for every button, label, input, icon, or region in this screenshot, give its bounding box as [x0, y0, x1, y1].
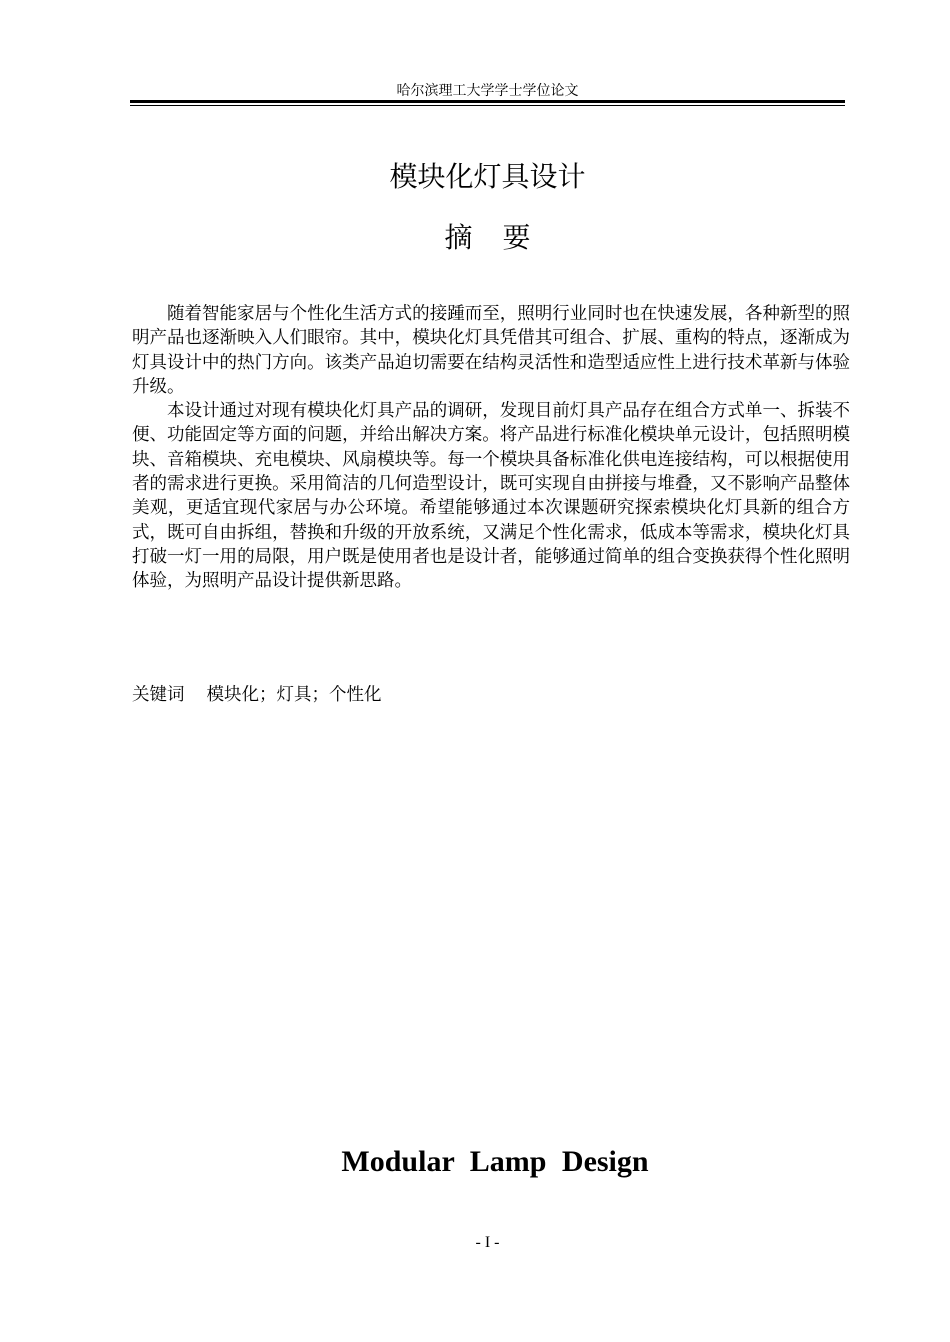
header-rule-thin	[130, 105, 845, 106]
keywords-label: 关键词	[132, 685, 185, 705]
abstract-heading: 摘要	[444, 221, 561, 254]
chinese-title: 模块化灯具设计	[389, 160, 586, 193]
english-title: Modular Lamp Design	[341, 1145, 649, 1178]
header-rule-thick	[130, 100, 845, 103]
abstract-paragraph-1: 随着智能家居与个性化生活方式的接踵而至，照明行业同时也在快速发展，各种新型的照明产品也逐渐映入人们眼帘。其中，模块化灯具凭借其可组合、扩展、重构的特点，逐渐成为灯具设计中的热门方向。该类产品迫切需要在结构灵活性和造型适应性上进行技术革新与体验升级。	[132, 304, 850, 397]
page-number: - I -	[475, 1234, 500, 1251]
keywords-line	[132, 681, 382, 706]
abstract-paragraph-2: 本设计通过对现有模块化灯具产品的调研，发现目前灯具产品存在组合方式单一、拆装不便、功能固定等方面的问题，并给出解决方案。将产品进行标准化模块单元设计，包括照明模块、音箱模块、充电模块、风扇模块等。每一个模块具备标准化供电连接结构，可以根据使用者的需求进行更换。采用简洁的几何造型设计，既可实现自由拼接与堆叠，又不影响产品整体美观，更适宜现代家居与办公环境。希望能够通过本次课题研究探索模块化灯具新的组合方式，既可自由拆组，替换和升级的开放系统，又满足个性化需求，低成本等需求，模块化灯具打破一灯一用的局限，用户既是使用者也是设计者，能够通过简单的组合变换获得个性化照明体验，为照明产品设计提供新思路。	[132, 401, 850, 592]
running-header: 哈尔滨理工大学学士学位论文	[396, 83, 579, 99]
keywords-value: 模块化；灯具；个性化	[206, 685, 382, 705]
abstract-body	[132, 302, 850, 594]
